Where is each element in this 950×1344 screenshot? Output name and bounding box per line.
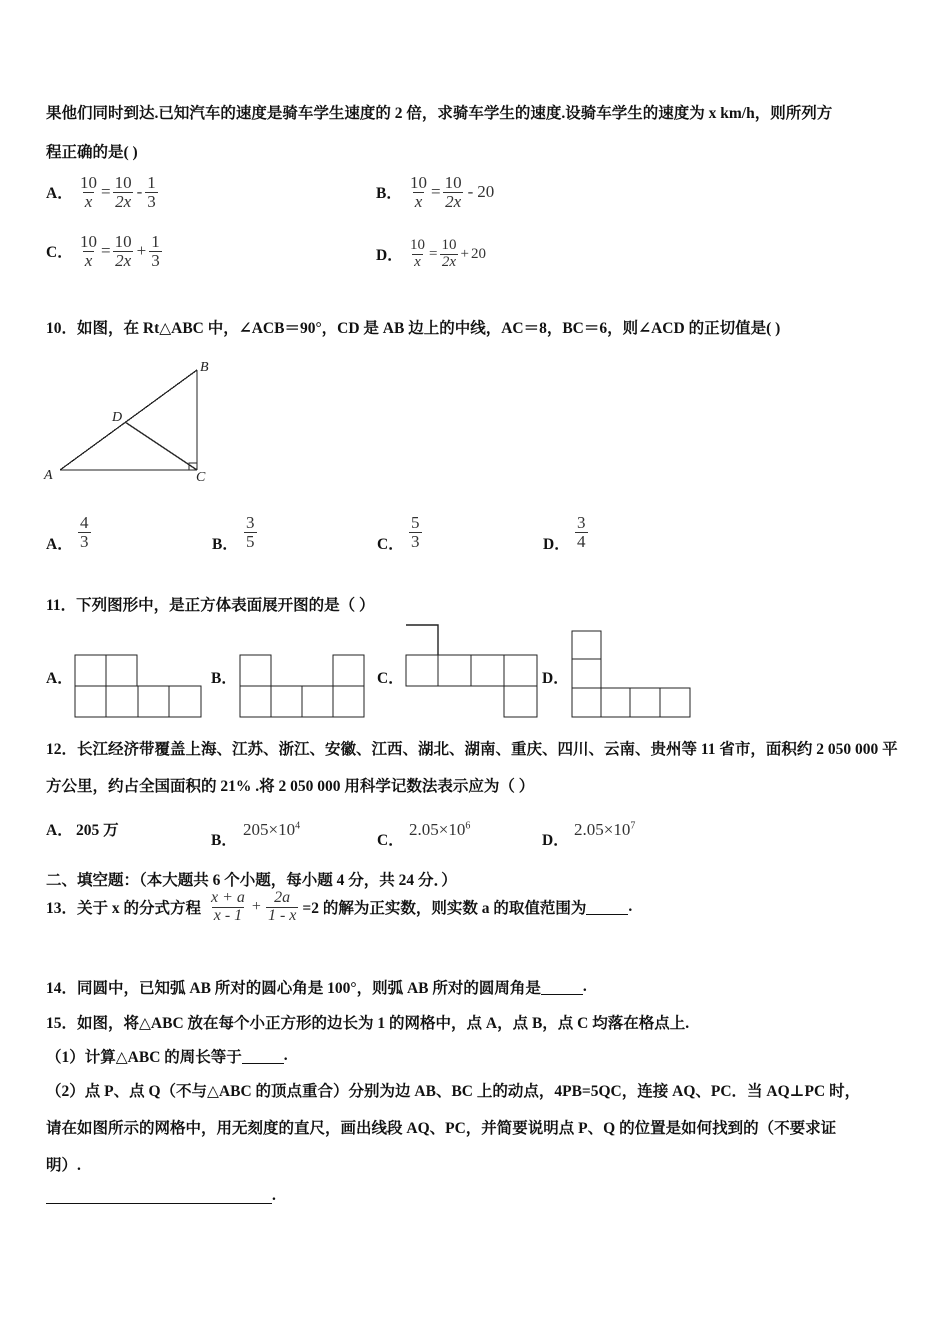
q12-line-1: 12．长江经济带覆盖上海、江苏、浙江、安徽、江西、湖北、湖南、重庆、四川、云南、贵州等 11 省市，面积约 2 050 000 平 xyxy=(46,741,898,758)
option-label: B． xyxy=(376,185,402,203)
net-b xyxy=(240,655,364,717)
q15-stem: 15．如图，将△ABC 放在每个小正方形的边长为 1 的网格中，点 A，点 B，点 C 均落在格点上. xyxy=(46,1015,690,1032)
q10-option-d[interactable]: D． $\frac{3}{4}$ xyxy=(543,512,586,553)
option-label: B． xyxy=(212,536,238,553)
q11-label-c[interactable]: C． xyxy=(377,670,404,687)
q9-option-b[interactable]: B． $\frac{10}{x}$ = $\frac{10}{2x}$ - 20 xyxy=(376,173,495,211)
option-label: A． xyxy=(46,185,73,203)
q11-label-d[interactable]: D． xyxy=(542,670,569,687)
option-label: A． xyxy=(46,536,73,553)
segment-cd xyxy=(125,422,197,470)
vertex-label-c: C xyxy=(196,470,206,485)
q13-fraction-2: $\frac{2a}{1 - x}$ xyxy=(267,889,297,924)
q9-option-c[interactable]: C． $\frac{10}{x}$ = $\frac{10}{2x}$ + $\frac{1}{3}$ xyxy=(46,232,160,270)
triangle-figure xyxy=(40,355,220,485)
q11-label-b[interactable]: B． xyxy=(211,670,237,687)
vertex-label-b: B xyxy=(200,360,209,375)
cube-nets-figure xyxy=(0,620,950,725)
q15-part-1: （1）计算△ABC 的周长等于 . xyxy=(46,1047,288,1066)
vertex-label-d: D xyxy=(112,410,123,425)
q15-answer-line: . xyxy=(46,1187,276,1205)
q10-option-b[interactable]: B． $\frac{3}{5}$ xyxy=(212,512,255,553)
vertex-label-a: A xyxy=(44,468,53,483)
q12-option-b[interactable]: B． $205\times 10^4$ xyxy=(211,820,301,849)
q11-label-a[interactable]: A． xyxy=(46,670,73,687)
q14-text: 14．同圆中，已知弧 AB 所对的圆心角是 100°，则弧 AB 所对的圆周角是 xyxy=(46,980,541,997)
option-label: A． xyxy=(46,822,73,839)
q13: 13．关于 x 的分式方程 $\frac{x + a}{x - 1}$ + $\frac{2a}{1 - x}$ =2 的解为正实数，则实数 a 的取值范围为 . xyxy=(46,889,633,924)
option-label: C． xyxy=(377,832,404,849)
section-2-heading: 二、填空题：（本大题共 6 个小题，每小题 4 分，共 24 分．） xyxy=(46,872,457,889)
q14-answer-blank[interactable] xyxy=(541,980,583,995)
option-label: C． xyxy=(46,244,73,262)
option-label: D． xyxy=(542,832,569,849)
q12-option-c[interactable]: C． $2.05\times 10^6$ xyxy=(377,820,471,849)
q15-part2-line-3: 明）. xyxy=(46,1157,81,1174)
q11-stem: 11．下列图形中，是正方体表面展开图的是（ ） xyxy=(46,597,375,614)
q12-option-d[interactable]: D． $2.05\times 10^7$ xyxy=(542,820,636,849)
q10-option-a[interactable]: A． $\frac{4}{3}$ xyxy=(46,512,89,553)
q10-option-c[interactable]: C． $\frac{5}{3}$ xyxy=(377,512,420,553)
q15-part2-line-1: （2）点 P、点 Q（不与△ABC 的顶点重合）分别为边 AB、BC 上的动点，4PB=5QC，连接 AQ、PC．当 AQ⊥PC 时， xyxy=(46,1083,861,1100)
net-a xyxy=(75,655,201,717)
net-d xyxy=(572,631,690,717)
option-label: D． xyxy=(543,536,570,553)
option-label: B． xyxy=(211,832,237,849)
q12-line-2: 方公里，约占全国面积的 21% .将 2 050 000 用科学记数法表示应为（ ） xyxy=(46,778,535,795)
q13-prefix: 13．关于 x 的分式方程 xyxy=(46,900,202,918)
q12-option-a[interactable] xyxy=(46,818,119,840)
q13-fraction-1: $\frac{x + a}{x - 1}$ xyxy=(211,889,245,924)
q10-stem: 10．如图，在 Rt△ABC 中，∠ACB＝90°，CD 是 AB 边上的中线，AC＝8，BC＝6，则∠ACD 的正切值是( ) xyxy=(46,320,781,337)
segment-ab xyxy=(60,370,197,470)
q9-option-a[interactable]: A． $\frac{10}{x}$ = $\frac{10}{2x}$ - $\frac{1}{3}$ xyxy=(46,173,156,211)
intro-line-1: 果他们同时到达.已知汽车的速度是骑车学生速度的 2 倍，求骑车学生的速度.设骑车学生的速度为 x km/h，则所列方 xyxy=(46,105,833,122)
q13-suffix: =2 的解为正实数，则实数 a 的取值范围为 xyxy=(302,900,587,918)
q15-answer-blank[interactable] xyxy=(46,1189,272,1204)
net-c xyxy=(406,625,537,717)
option-label: C． xyxy=(377,536,404,553)
option-text: 205 万 xyxy=(76,822,119,839)
q14: 14．同圆中，已知弧 AB 所对的圆心角是 100°，则弧 AB 所对的圆周角是 . xyxy=(46,978,587,997)
q13-answer-blank[interactable] xyxy=(586,900,628,915)
q15-part1-blank[interactable] xyxy=(242,1049,284,1064)
q15-part2-line-2: 请在如图所示的网格中，用无刻度的直尺，画出线段 AQ、PC，并简要说明点 P、Q 的位置是如何找到的（不要求证 xyxy=(46,1120,837,1137)
intro-line-2: 程正确的是( ) xyxy=(46,144,138,161)
q9-option-d[interactable]: D． $\frac{10}{x}$ = $\frac{10}{2x}$ + 20 xyxy=(376,237,486,270)
option-label: D． xyxy=(376,247,403,265)
